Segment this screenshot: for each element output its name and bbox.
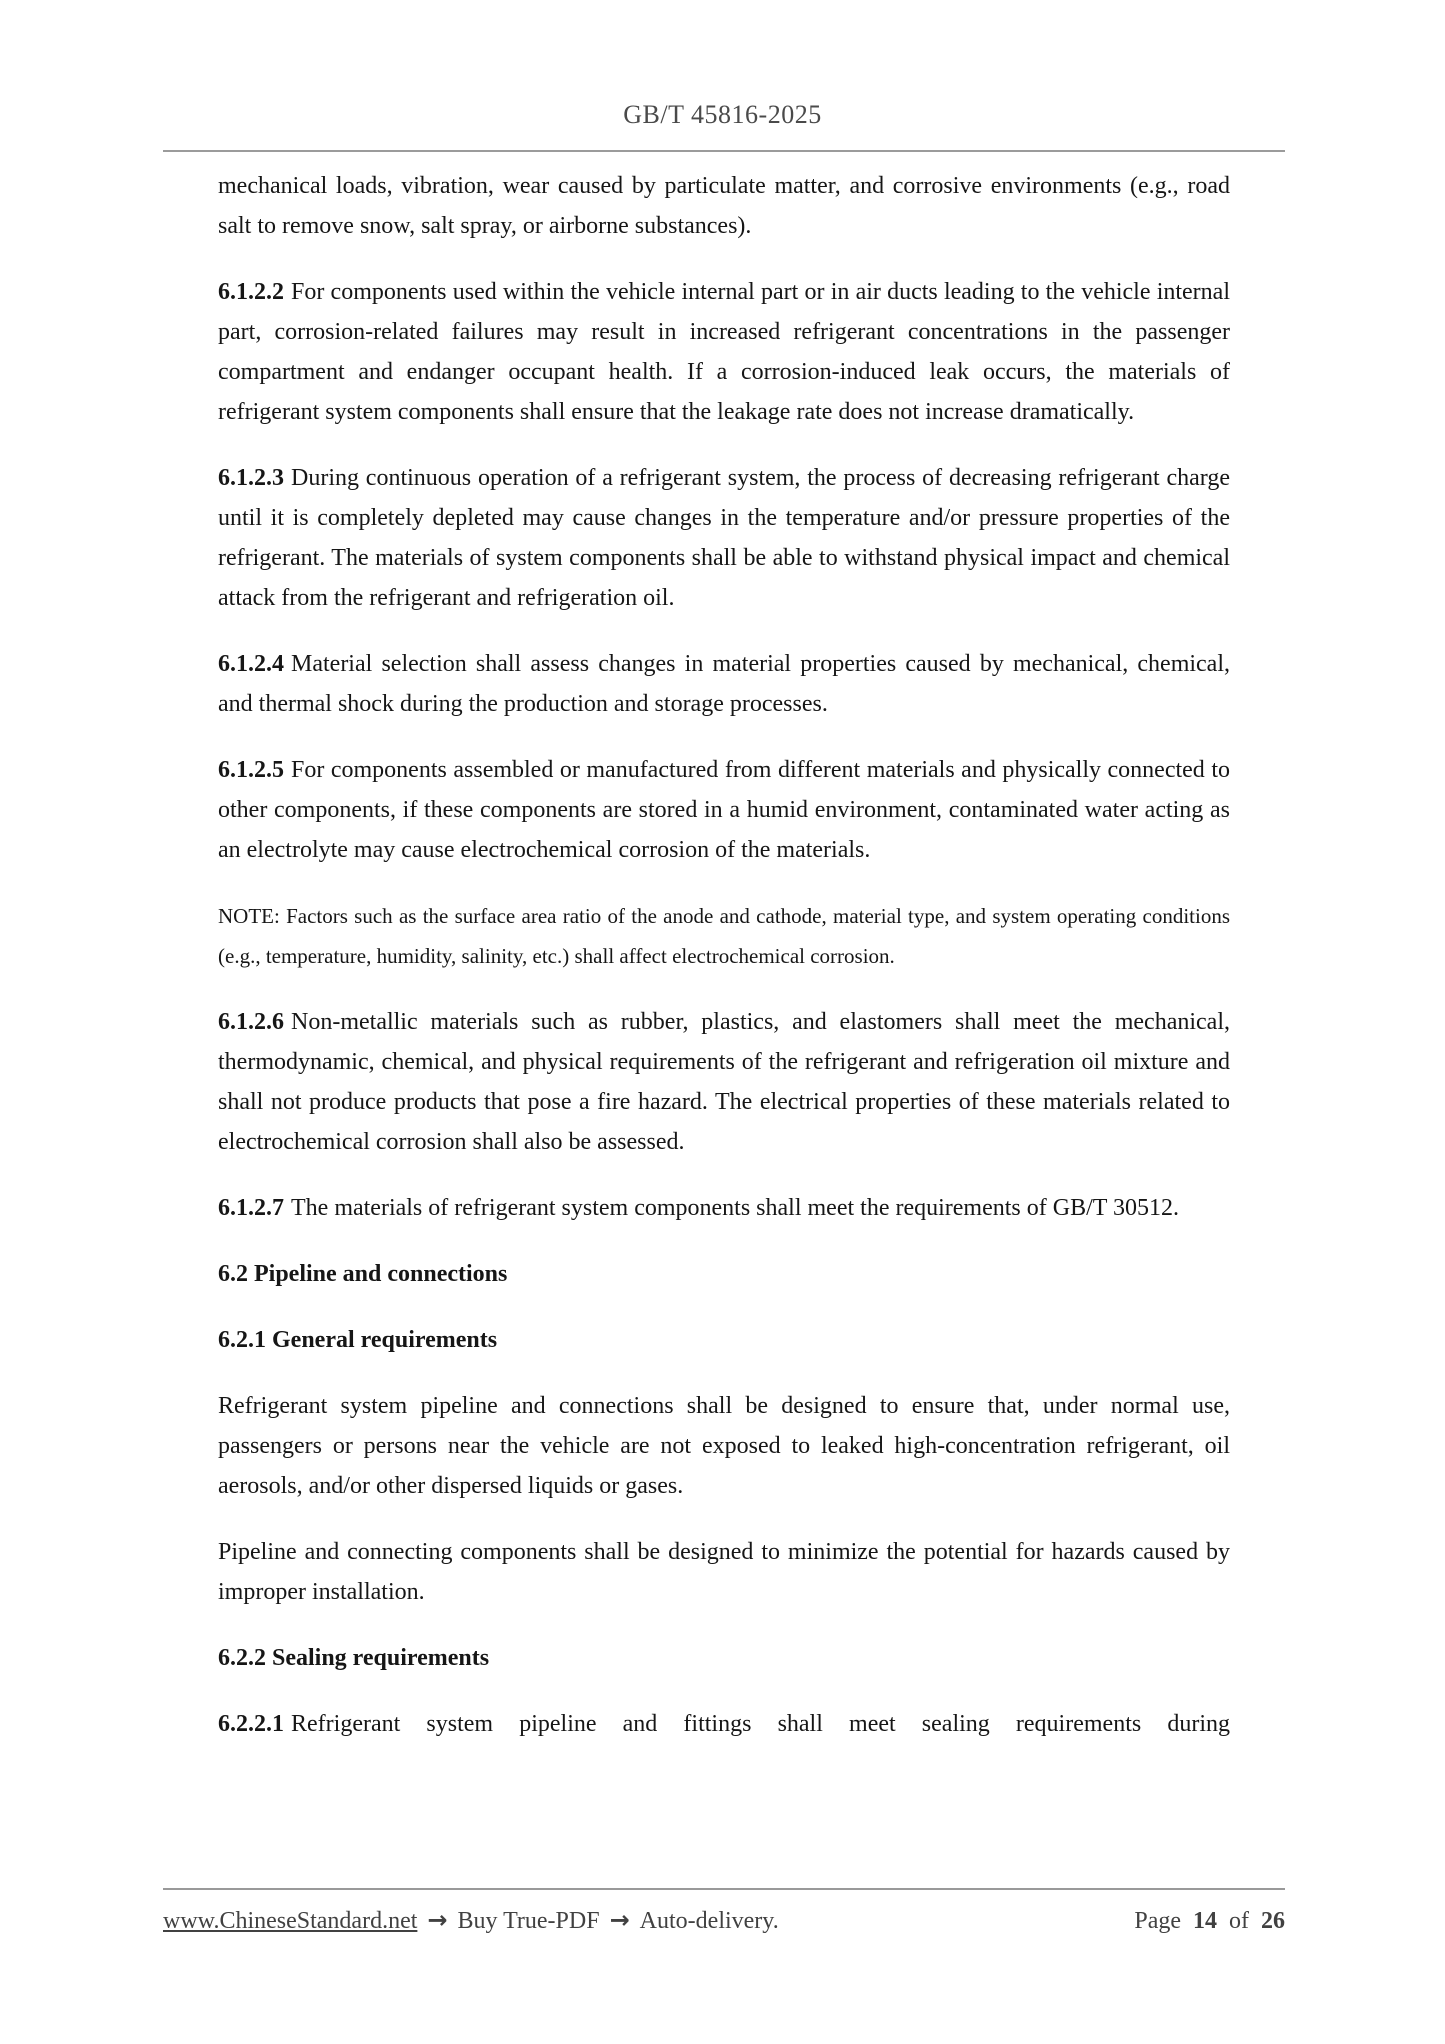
clause-paragraph [218,1002,1230,1162]
clause-text: Non-metallic materials such as rubber, plastics, and elastomers shall meet the mechanical, thermodynamic, chemical, and physical requirements of the refrigerant and refrigeration oil mixture and shall not produce products that pose a fire hazard. The electrical properties of these materials related to electrochemical corrosion shall also be assessed. [218,1009,1230,1155]
standard-code: GB/T 45816-2025 [623,100,822,129]
section-heading [218,1254,1230,1294]
page-header [0,100,1445,130]
body-paragraph [218,1532,1230,1612]
note-text: NOTE: Factors such as the surface area ratio of the anode and cathode, material type, and system operating conditions (e.g., temperature, humidity, salinity, etc.) shall affect electrochemical corrosion. [218,904,1230,968]
clause-paragraph [218,750,1230,870]
paragraph-text: Pipeline and connecting components shall be designed to minimize the potential for hazards caused by improper installation. [218,1539,1230,1605]
clause-number: 6.1.2.6 [218,1009,284,1035]
clause-number: 6.2.2.1 [218,1711,284,1737]
heading-text: 6.2 Pipeline and connections [218,1261,508,1287]
note-paragraph [218,896,1230,976]
section-heading [218,1638,1230,1678]
page-indicator [1128,1908,1285,1935]
heading-text: 6.2.2 Sealing requirements [218,1645,490,1671]
clause-number: 6.1.2.5 [218,757,284,783]
paragraph-text: mechanical loads, vibration, wear caused by particulate matter, and corrosive environments (e.g., road salt to remove snow, salt spray, or airborne substances). [218,173,1230,239]
section-heading [218,1320,1230,1360]
clause-paragraph [218,458,1230,618]
paragraph-text: Refrigerant system pipeline and connections shall be designed to ensure that, under normal use, passengers or persons near the vehicle are not exposed to leaked high-concentration refrigerant, oil aerosols, and/or other dispersed liquids or gases. [218,1393,1230,1499]
footer-left [163,1906,779,1935]
page-number: 14 [1193,1908,1217,1934]
footer-delivery-text: Auto-delivery. [639,1908,779,1934]
site-link[interactable]: www.ChineseStandard.net [163,1908,418,1934]
clause-text: Material selection shall assess changes in material properties caused by mechanical, chemical, and thermal shock during the production and storage processes. [218,651,1230,717]
page-footer [163,1906,1285,1935]
arrow-right-icon: → [609,1906,630,1934]
clause-paragraph [218,272,1230,432]
heading-text: 6.2.1 General requirements [218,1327,498,1353]
clause-number: 6.1.2.2 [218,279,284,305]
paragraph-continuation [218,166,1230,246]
body-paragraph [218,1386,1230,1506]
clause-text: During continuous operation of a refrigerant system, the process of decreasing refrigerant charge until it is completely depleted may cause changes in the temperature and/or pressure properties of the refrigerant. The materials of system components shall be able to withstand physical impact and chemical attack from the refrigerant and refrigeration oil. [218,465,1230,611]
clause-number: 6.1.2.3 [218,465,284,491]
clause-text: Refrigerant system pipeline and fittings shall meet sealing requirements during [291,1711,1230,1737]
clause-text: For components assembled or manufactured from different materials and physically connected to other components, if these components are stored in a humid environment, contaminated water acting as an electrolyte may cause electrochemical corrosion of the materials. [218,757,1230,863]
clause-text: For components used within the vehicle internal part or in air ducts leading to the vehicle internal part, corrosion-related failures may result in increased refrigerant concentrations in the passenger compartment and endanger occupant health. If a corrosion-induced leak occurs, the materials of refrigerant system components shall ensure that the leakage rate does not increase dramatically. [218,279,1230,425]
clause-paragraph [218,1704,1230,1744]
page-label: Page [1134,1908,1181,1934]
of-label: of [1229,1908,1249,1934]
footer-buy-text: Buy True-PDF [457,1908,600,1934]
arrow-right-icon: → [427,1906,448,1934]
clause-paragraph [218,644,1230,724]
footer-rule [163,1888,1285,1890]
clause-paragraph [218,1188,1230,1228]
clause-text: The materials of refrigerant system components shall meet the requirements of GB/T 30512. [291,1195,1179,1221]
page-total: 26 [1261,1908,1285,1934]
clause-number: 6.1.2.4 [218,651,284,677]
clause-number: 6.1.2.7 [218,1195,284,1221]
document-body [218,152,1230,1770]
